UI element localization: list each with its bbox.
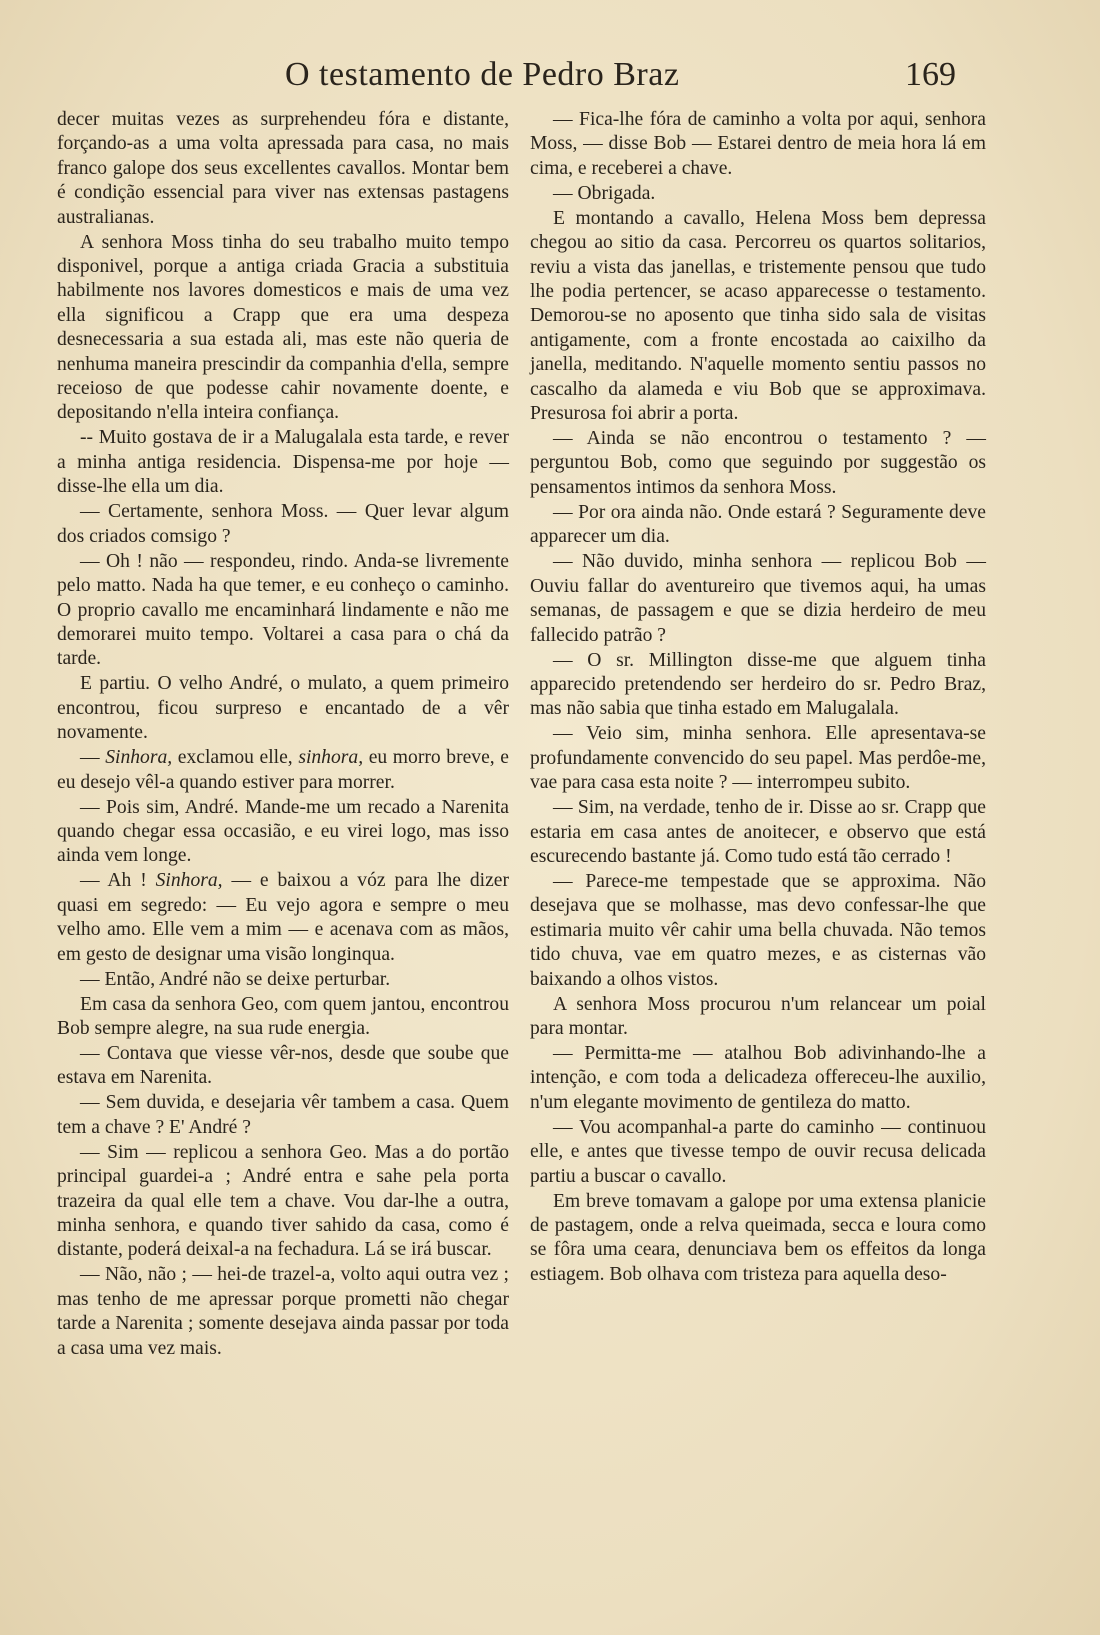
paragraph: — Obrigada. bbox=[553, 182, 656, 204]
text-run: eu morro breve, e eu desejo vêl-a quando estiver para morrer. bbox=[57, 747, 509, 793]
paragraph: — O sr. Millington disse-me que alguem tinha apparecido pretendendo ser herdeiro do sr. Pedro Braz, mas não sabia que tinha estado em Malugalala. bbox=[530, 649, 986, 720]
running-header bbox=[0, 56, 1100, 106]
paragraph: — Vou acompanhal-a parte do caminho — continuou elle, e antes que tivesse tempo de ouvir recusa delicada partiu a buscar o cavallo. bbox=[530, 1116, 986, 1187]
paragraph: — Sim — replicou a senhora Geo. Mas a do portão principal guardei-a ; André entra e sahe pela porta trazeira da qual elle tem a chave. Vou dar-lhe a outra, minha senhora, e quando tiver sahido da casa, como é distante, poderá deixal-a na fechadura. Lá se irá buscar. bbox=[57, 1141, 509, 1261]
paragraph: — Contava que viesse vêr-nos, desde que soube que estava em Narenita. bbox=[57, 1042, 509, 1089]
paragraph bbox=[57, 869, 509, 967]
paragraph: — Ainda se não encontrou o testamento ? — perguntou Bob, como que seguindo por suggestão os pensamentos intimos da senhora Moss. bbox=[530, 428, 986, 498]
paragraph: — Não duvido, minha senhora — replicou Bob — Ouviu fallar do aventureiro que tivemos aqui, ha umas semanas, de passagem e que se dizia herdeiro de meu fallecido patrão ? bbox=[530, 551, 986, 646]
paragraph: — Sim, na verdade, tenho de ir. Disse ao sr. Crapp que estaria em casa antes de anoitecer, e observo que está escurecendo bastante já. Como tudo está tão cerrado ! bbox=[530, 797, 986, 867]
paragraph: — Por ora ainda não. Onde estará ? Seguramente deve apparecer um dia. bbox=[530, 501, 986, 548]
paragraph: — Certamente, senhora Moss. — Quer levar algum dos criados comsigo ? bbox=[57, 501, 509, 547]
paragraph: decer muitas vezes as surprehendeu fóra e distante, forçando-as a uma volta apressada para casa, no mais franco galope dos seus excellentes cavallos. Montar bem é condição essencial para viver nas extensas pastagens australianas. bbox=[57, 109, 509, 228]
paragraph: — Parece-me tempestade que se approxima. Não desejava que se molhasse, mas devo confessar-lhe que estimaria muito vêr cahir uma bella chuvada. Não temos tido chuva, vae em quatro mezes, e as cisternas vão baixando a olhos vistos. bbox=[530, 870, 986, 990]
paragraph: — Sem duvida, e desejaria vêr tambem a casa. Quem tem a chave ? E' André ? bbox=[57, 1092, 509, 1138]
paragraph bbox=[57, 746, 509, 795]
paragraph: -- Muito gostava de ir a Malugalala esta tarde, e rever a minha antiga residencia. Dispensa-me por hoje — disse-lhe ella um dia. bbox=[57, 427, 509, 498]
paragraph: Em casa da senhora Geo, com quem jantou, encontrou Bob sempre alegre, na sua rude energia. bbox=[57, 993, 509, 1039]
paragraph: — Pois sim, André. Mande-me um recado a Narenita quando chegar essa occasião, e eu virei logo, mas isso ainda vem longe. bbox=[57, 796, 509, 867]
italic-text-run: Sinhora, bbox=[105, 747, 173, 769]
paragraph: — Fica-lhe fóra de caminho a volta por aqui, senhora Moss, — disse Bob — Estarei dentro de meia hora lá em cima, e receberei a chave. bbox=[530, 109, 986, 179]
page-number: 169 bbox=[905, 56, 956, 93]
italic-text-run: Sinhora, bbox=[155, 870, 223, 892]
text-run: exclamou elle, bbox=[172, 747, 299, 769]
text-run: — Ah ! bbox=[80, 870, 156, 892]
chapter-title: O testamento de Pedro Braz bbox=[285, 56, 680, 93]
text-run: — e baixou a vóz para lhe dizer quasi em segredo: — Eu vejo agora e sempre o meu velho amo. Elle vem a mim — e acenava com as mãos, em gesto de designar uma visão longinqua. bbox=[57, 870, 510, 965]
paragraph: — Não, não ; — hei-de trazel-a, volto aqui outra vez ; mas tenho de me apressar porque prometti não chegar tarde a Narenita ; somente desejava ainda passar por toda a casa uma vez mais. bbox=[57, 1264, 509, 1359]
paragraph: A senhora Moss procurou n'um relancear um poial para montar. bbox=[530, 993, 986, 1039]
left-column bbox=[57, 108, 509, 1361]
paragraph: A senhora Moss tinha do seu trabalho muito tempo disponivel, porque a antiga criada Gracia a substituia habilmente nos lavores domesticos e mais de uma vez ella significou a Crapp que era uma despeza desnecessaria a sua estada ali, mas este não queria de nenhuma maneira prescindir da companhia d'ella, sempre receioso de que podesse cahir novamente doente, e depositando n'ella inteira confiança. bbox=[57, 231, 509, 424]
paragraph: — Permitta-me — atalhou Bob adivinhando-lhe a intenção, e com toda a delicadeza offereceu-lhe auxilio, n'um elegante movimento de gentileza do matto. bbox=[530, 1042, 986, 1113]
paragraph: Em breve tomavam a galope por uma extensa planicie de pastagem, onde a relva queimada, secca e loura como se fôra uma ceara, denunciava bem os effeitos da longa estiagem. Bob olhava com tristeza para aquella deso- bbox=[530, 1190, 986, 1285]
paragraph: E montando a cavallo, Helena Moss bem depressa chegou ao sitio da casa. Percorreu os quartos solitarios, reviu a vista das janellas, e tristemente pensou que tudo lhe podia pertencer, se acaso apparecesse o testamento. Demorou-se no aposento que tinha sido sala de visitas antigamente, com a fronte encostada ao caixilho da janella, meditando. N'aquelle momento sentiu passos no cascalho da alameda e viu Bob que se approximava. Presurosa foi abrir a porta. bbox=[530, 207, 986, 425]
text-run: — bbox=[80, 747, 106, 769]
paragraph: — Oh ! não — respondeu, rindo. Anda-se livremente pelo matto. Nada ha que temer, e eu conheço o caminho. O proprio cavallo me encaminhará lindamente e não me demorarei muito tempo. Voltarei a casa para o chá da tarde. bbox=[57, 550, 509, 670]
right-column bbox=[530, 108, 986, 1287]
paragraph: — Veio sim, minha senhora. Elle apresentava-se profundamente convencido do seu papel. Mas perdôe-me, vae para casa esta noite ? — interrompeu subito. bbox=[530, 723, 986, 794]
italic-text-run: sinhora, bbox=[298, 747, 364, 769]
paragraph: E partiu. O velho André, o mulato, a quem primeiro encontrou, ficou surpreso e encantado de a vêr novamente. bbox=[57, 673, 509, 744]
paragraph: — Então, André não se deixe perturbar. bbox=[80, 968, 391, 990]
